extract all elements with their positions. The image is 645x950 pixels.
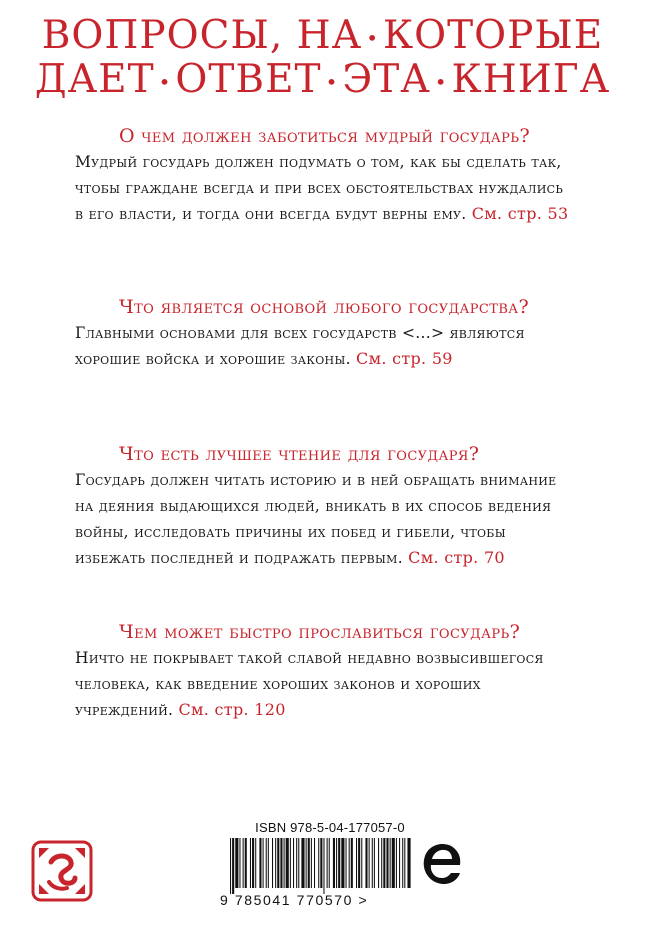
barcode-bar <box>338 838 340 888</box>
title-separator: • <box>325 70 339 94</box>
title-line-1 <box>0 14 645 60</box>
barcode-bar <box>356 838 357 888</box>
barcode-bar <box>372 838 373 888</box>
isbn-label: ISBN 978-5-04-177057-0 <box>255 820 405 835</box>
barcode-bar <box>296 838 297 888</box>
barcode-bar <box>369 838 370 888</box>
barcode-bar <box>318 838 319 888</box>
barcode-bar <box>336 838 337 888</box>
qa-block <box>75 442 575 571</box>
barcode-bar <box>396 838 397 888</box>
barcode-bar <box>323 838 324 894</box>
title-word: КНИГА <box>451 57 611 102</box>
barcode-bar <box>404 838 405 888</box>
barcode-bar <box>250 838 251 888</box>
barcode-bar <box>361 838 362 888</box>
barcode-bar <box>301 838 304 888</box>
page-reference: См. стр. 120 <box>178 700 286 719</box>
qa-block <box>75 295 575 372</box>
barcode-bar <box>399 838 400 888</box>
barcode-bar <box>259 838 261 888</box>
barcode-bar <box>290 838 291 888</box>
page-reference: См. стр. 59 <box>356 349 453 368</box>
barcode-bar <box>255 838 256 888</box>
answer-text: Мудрый государь должен подумать о том, как бы сделать так, чтобы граждане всегда и при всех обстоятельствах нуждались в его власти, и тогда они всегда будут верны ему. <box>75 153 564 223</box>
barcode-bar <box>280 838 282 888</box>
question: О чем должен заботиться мудрый государь? <box>119 125 531 147</box>
barcode-bar <box>346 838 347 888</box>
title-word: ЭТА <box>342 57 431 102</box>
qa-block <box>75 124 575 227</box>
title-space <box>283 13 296 58</box>
title-separator: • <box>434 70 448 94</box>
answer <box>75 645 575 723</box>
question: Чем может быстро прославиться государь? <box>119 621 521 643</box>
barcode-bar <box>239 838 240 888</box>
barcode-digits: 9 785041 770570 > <box>220 892 369 908</box>
title-separator: • <box>366 26 379 50</box>
qa-block <box>75 620 575 723</box>
title-word: ВОПРОСЫ, <box>41 13 284 58</box>
eksmo-logo-icon <box>418 838 466 888</box>
barcode-bar <box>235 838 238 888</box>
barcode-bar <box>358 838 360 888</box>
answer <box>75 149 575 227</box>
barcode-bar <box>286 838 289 888</box>
barcode-bar <box>390 838 391 888</box>
page-reference: См. стр. 53 <box>471 204 569 223</box>
title-word: НА <box>296 13 363 58</box>
barcode-bar <box>381 838 382 888</box>
barcode-bar <box>327 838 328 888</box>
answer <box>75 320 575 372</box>
barcode-bar <box>243 838 244 888</box>
barcode-bar <box>402 838 403 888</box>
barcode-bar <box>320 838 322 888</box>
barcode-bar <box>407 838 410 888</box>
barcode-bar <box>365 838 367 888</box>
barcode-bar <box>298 838 299 888</box>
title-word: КОТОРЫЕ <box>382 13 604 58</box>
title-word: ДАЕТ <box>34 57 155 102</box>
answer <box>75 467 575 571</box>
barcode-bar <box>378 838 379 888</box>
barcode-bar <box>314 838 315 888</box>
barcode-bar <box>263 838 264 888</box>
page-reference: См. стр. 70 <box>408 548 505 567</box>
barcode <box>228 838 413 894</box>
publisher-emblem-icon <box>31 840 93 902</box>
barcode-bar <box>341 838 344 888</box>
barcode-bar <box>277 838 279 888</box>
barcode-bar <box>374 838 375 888</box>
barcode-bar <box>333 838 335 888</box>
question: Что является основой любого государства? <box>119 296 530 318</box>
answer-text: Государь должен читать историю и в ней обращать внимание на деяния выдающихся людей, вникать в их способ ведения войны, исследовать причины их побед и гибели, чтобы избежать последней и подражать первым. <box>75 471 557 567</box>
barcode-bar <box>252 838 254 888</box>
answer-text: Главными основами для всех государств <...> являются хорошие войска и хорошие законы. <box>75 324 525 368</box>
barcode-bar <box>293 838 294 888</box>
barcode-bar <box>386 838 388 888</box>
barcode-bar <box>232 838 234 894</box>
barcode-bar <box>284 838 285 888</box>
barcode-bar <box>245 838 247 888</box>
barcode-bar <box>268 838 269 888</box>
barcode-bar <box>308 838 310 888</box>
barcode-bar <box>351 838 353 888</box>
barcode-bar <box>311 838 312 888</box>
barcode-bar <box>275 838 276 888</box>
barcode-bar <box>392 838 395 888</box>
barcode-bar <box>272 838 273 888</box>
barcode-bar <box>329 838 330 888</box>
title-separator: • <box>158 70 172 94</box>
answer-text: Ничто не покрывает такой славой недавно возвысившегося человека, как введение хороших законов и хороших учреждений. <box>75 649 544 719</box>
title-line-2 <box>0 58 645 104</box>
barcode-bar <box>349 838 350 888</box>
barcode-bar <box>230 838 231 894</box>
barcode-bar <box>266 838 267 888</box>
question: Что есть лучшее чтение для государя? <box>119 443 480 465</box>
barcode-bar <box>383 838 385 888</box>
barcode-bar <box>306 838 307 888</box>
title-word: ОТВЕТ <box>175 57 322 102</box>
